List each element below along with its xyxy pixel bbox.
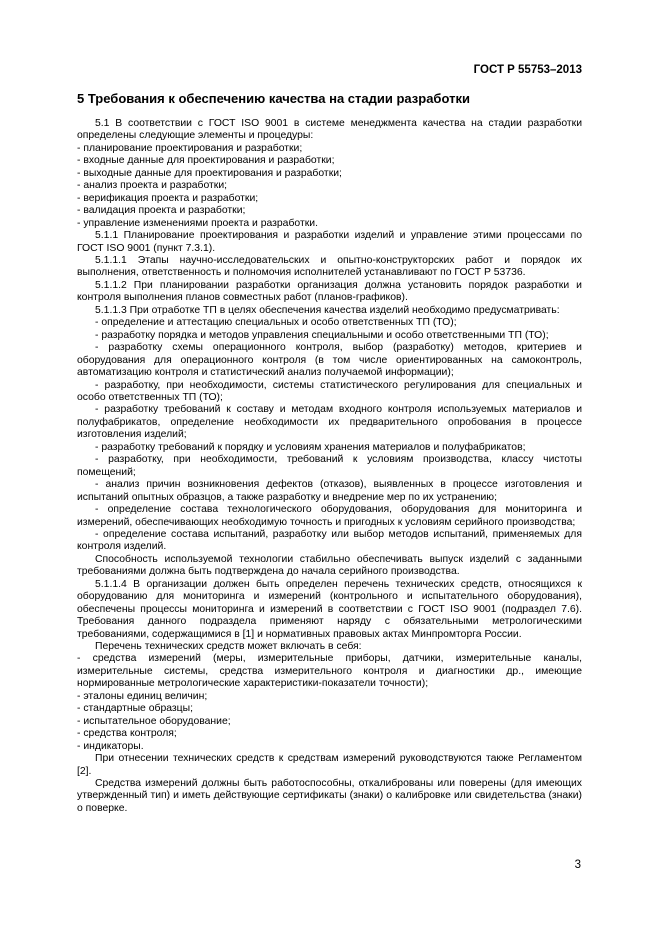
paragraph: 5.1.1.2 При планировании разработки организация должна установить порядок разработки и контроля выполнения планов совместных работ (планов-графиков).	[77, 279, 582, 304]
list-item: - верификация проекта и разработки;	[77, 192, 259, 204]
list-item: - эталоны единиц величин;	[77, 690, 208, 702]
section-title: 5 Требования к обеспечению качества на стадии разработки	[77, 91, 470, 106]
list-item: - входные данные для проектирования и разработки;	[77, 155, 335, 167]
paragraph: - определение и аттестацию специальных и особо ответственных ТП (ТО);	[95, 317, 457, 329]
list-item: - анализ проекта и разработки;	[77, 180, 228, 192]
document-body	[77, 118, 582, 815]
list-item: - средства контроля;	[77, 728, 177, 740]
page-number: 3	[574, 859, 581, 871]
paragraph: - разработку, при необходимости, требований к условиям производства, классу чистоты помещений;	[77, 454, 582, 478]
list-item: - испытательное оборудование;	[77, 715, 231, 727]
paragraph: 5.1.1.4 В организации должен быть определен перечень технических средств, относящихся к оборудованию для мониторинга и измерений (контрольного и испытательного оборудования), обеспечены процессы мониторинга и измерений в соответствии с ГОСТ ISO 9001 (подраздел 7.6). Требования данного подраздела применяют наряду с обязательными метрологическими требованиями, содержащимися в [1] и нормативных правовых актах Минпромторга России.	[77, 578, 582, 640]
list-item: - планирование проектирования и разработки;	[77, 142, 303, 154]
paragraph: Перечень технических средств может включать в себя:	[95, 641, 362, 653]
list-item: - индикаторы.	[77, 740, 144, 752]
paragraph: 5.1.1.1 Этапы научно-исследовательских и опытно-конструкторских работ и порядок их выполнения, ответственность и полномочия исполнителей устанавливают по ГОСТ Р 53736.	[77, 254, 582, 279]
paragraph: Средства измерений должны быть работоспособны, откалиброваны или поверены (для имеющих утвержденный тип) и иметь действующие сертификаты (знаки) о калибровке или свидетельства (знаки) о поверке.	[77, 778, 582, 814]
list-item: - валидация проекта и разработки;	[77, 205, 246, 217]
list-item: - выходные данные для проектирования и разработки;	[77, 167, 342, 179]
list-item: - управление изменениями проекта и разработки.	[77, 217, 318, 229]
paragraph: - разработку схемы операционного контроля, выбор (разработку) методов, критериев и оборудования для операционного контроля (в том числе ориентированных на самоконтроль, автоматизацию контроля и статистический анализ получаемой информации);	[77, 342, 582, 379]
paragraph: 5.1 В соответствии с ГОСТ ISO 9001 в системе менеджмента качества на стадии разработки определены следующие элементы и процедуры:	[77, 118, 582, 142]
paragraph: - анализ причин возникновения дефектов (отказов), выявленных в процессе изготовления и испытаний опытных образцов, а также разработку и внедрение мер по их устранению;	[77, 479, 582, 503]
paragraph: - разработку требований к составу и методам входного контроля используемых материалов и полуфабрикатов, определение необходимости их предварительного опробования в процессе изготовления изделий;	[77, 404, 582, 441]
paragraph: - определение состава испытаний, разработку или выбор методов испытаний, применяемых для контроля изделий.	[77, 528, 582, 553]
paragraph: - разработку, при необходимости, системы статистического регулирования для специальных и особо ответственных ТП (ТО);	[77, 379, 582, 403]
paragraph: - определение состава технологического оборудования, оборудования для мониторинга и измерений, обеспечивающих необходимую точность и пригодных к условиям серийного производства;	[77, 504, 582, 528]
paragraph: 5.1.1 Планирование проектирования и разработки изделий и управление этими процессами по ГОСТ ISO 9001 (пункт 7.3.1).	[77, 230, 582, 254]
paragraph: 5.1.1.3 При отработке ТП в целях обеспечения качества изделий необходимо предусматривать:	[95, 304, 560, 316]
paragraph: - разработку требований к порядку и условиям хранения материалов и полуфабрикатов;	[95, 441, 526, 453]
paragraph: При отнесении технических средств к средствам измерений руководствуются также Регламентом [2].	[77, 753, 582, 777]
paragraph: Способность используемой технологии стабильно обеспечивать выпуск изделий с заданными требованиями должна быть подтверждена до начала серийного производства.	[77, 553, 582, 578]
list-item: - стандартные образцы;	[77, 703, 193, 715]
list-item: - средства измерений (меры, измерительные приборы, датчики, измерительные каналы, измерительные системы, средства измерительного контроля и диагностики др., имеющие нормированные метрологические характеристики-показатели точности);	[77, 653, 582, 690]
document-header: ГОСТ Р 55753–2013	[473, 64, 582, 76]
paragraph: - разработку порядка и методов управления специальными и особо ответственными ТП (ТО);	[95, 329, 549, 341]
